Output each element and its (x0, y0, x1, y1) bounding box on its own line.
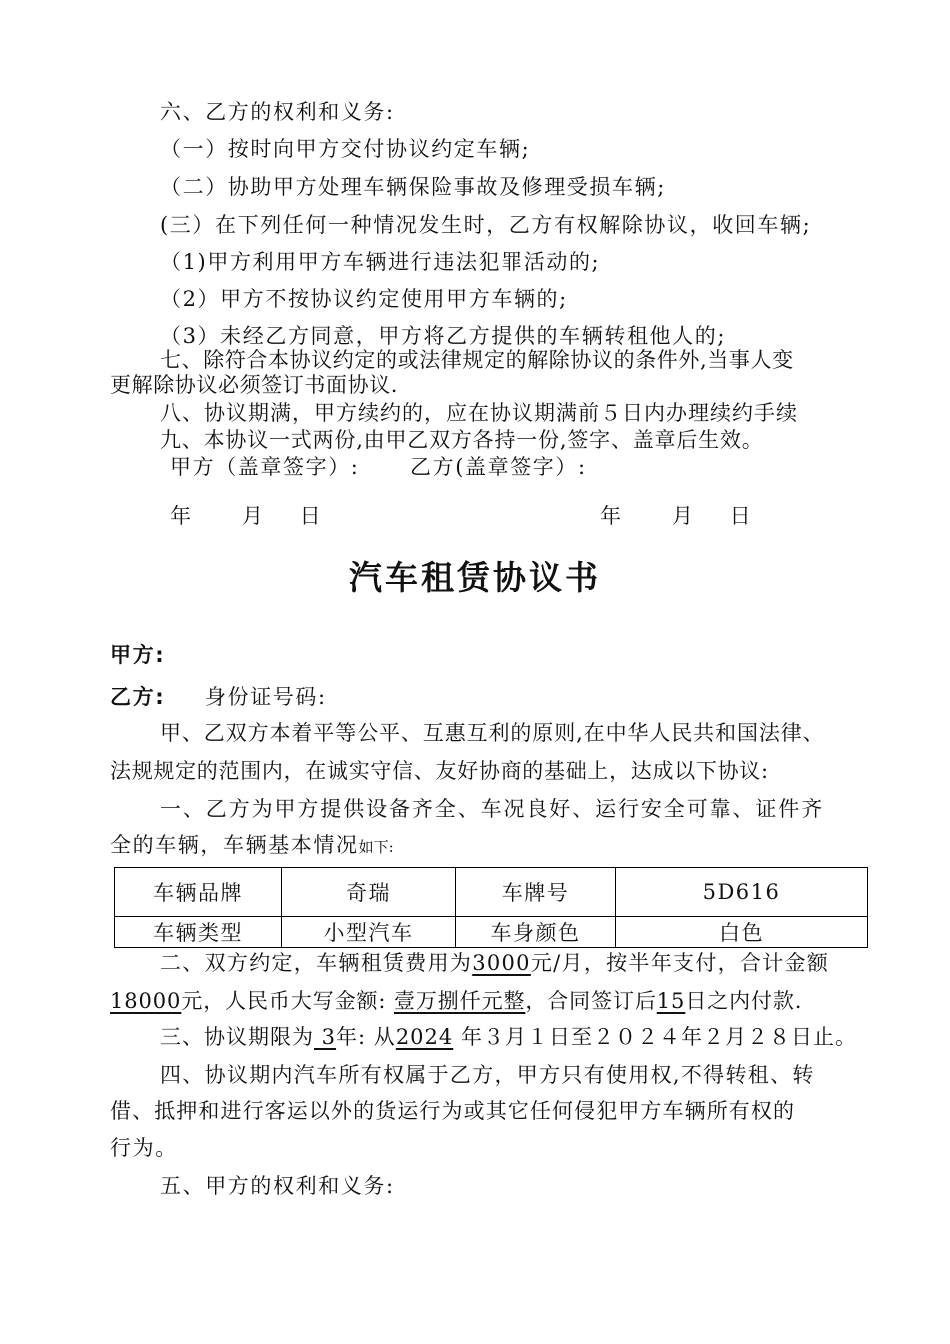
table-cell: 车辆品牌 (115, 868, 282, 917)
table-row (115, 917, 868, 948)
clause-4-line1: 四、协议期内汽车所有权属于乙方，甲方只有使用权,不得转租、转 (160, 1063, 815, 1087)
continued-item-6-3-1: （1)甲方利用甲方车辆进行违法犯罪活动的; (160, 250, 601, 274)
table-cell: 5D616 (616, 868, 868, 917)
clause-2-text: ，合同签订后 (525, 989, 657, 1013)
signature-date-a: 年 月 日 (170, 504, 324, 528)
total-amount-value: 18000 (110, 989, 182, 1013)
clause-2-line1 (160, 950, 829, 976)
party-b-id-label: 身份证号码: (205, 685, 327, 709)
clause-2-text: 日之内付款. (685, 989, 803, 1013)
monthly-fee-value: 3000 (472, 951, 531, 975)
continued-section-9: 九、本协议一式两份,由甲乙双方各持一份,签字、盖章后生效。 (160, 428, 764, 452)
clause-1-line1: 一、乙方为甲方提供设备齐全、车况良好、运行安全可靠、证件齐 (160, 797, 825, 821)
table-row (115, 868, 868, 917)
continued-section-7-line1: 七、除符合本协议约定的或法律规定的解除协议的条件外,当事人变 (160, 348, 794, 372)
clause-2-text: 元/月，按半年支付，合计金额 (530, 951, 830, 975)
vehicle-info-table (114, 867, 868, 948)
clause-3-text: 年: 从 (336, 1025, 396, 1049)
clause-5-heading: 五、甲方的权利和义务: (160, 1174, 395, 1198)
clause-2-line2 (110, 988, 802, 1014)
total-amount-words: 壹万捌仟元整 (393, 989, 526, 1013)
clause-4-line2: 借、抵押和进行客运以外的货运行为或其它任何侵犯甲方车辆所有权的 (110, 1099, 796, 1123)
table-cell: 车辆类型 (115, 917, 282, 948)
signature-party-b-label: 乙方(盖章签字）: (410, 455, 587, 479)
continued-item-6-3-2: （2）甲方不按协议约定使用甲方车辆的; (160, 287, 568, 311)
continued-item-6-2: （二）协助甲方处理车辆保险事故及修理受损车辆; (160, 175, 666, 199)
term-years-value: 3 (314, 1025, 337, 1049)
document-title: 汽车租赁协议书 (349, 558, 601, 597)
table-cell: 奇瑞 (282, 868, 456, 917)
signature-party-a-label: 甲方（盖章签字）: (170, 455, 360, 479)
continued-section-8: 八、协议期满，甲方续约的，应在协议期满前５日内办理续约手续 (160, 401, 798, 425)
clause-2-text: 二、双方约定，车辆租赁费用为 (160, 951, 473, 975)
clause-4-line3: 行为。 (110, 1136, 178, 1160)
preamble-line2: 法规规定的范围内，在诚实守信、友好协商的基础上，达成以下协议: (110, 759, 769, 783)
preamble-line1: 甲、乙双方本着平等公平、互惠互利的原则,在中华人民共和国法律、 (160, 721, 825, 745)
clause-1-text: 全的车辆，车辆基本情况 (110, 833, 359, 857)
continued-item-6-1: （一）按时向甲方交付协议约定车辆; (160, 137, 531, 161)
continued-section-6-heading: 六、乙方的权利和义务: (160, 100, 395, 124)
table-cell: 白色 (616, 917, 868, 948)
table-cell: 车身颜色 (456, 917, 616, 948)
clause-3-text: 三、协议期限为 (160, 1025, 314, 1049)
party-b-label: 乙方: (110, 685, 166, 709)
clause-2-text: 元，人民币大写金额: (181, 989, 394, 1013)
payment-days-value: 15 (656, 989, 686, 1013)
signature-date-b: 年 月 日 (600, 504, 754, 528)
clause-1-small-text: 如下: (358, 838, 394, 856)
continued-item-6-3: (三）在下列任何一种情况发生时，乙方有权解除协议，收回车辆; (160, 213, 812, 237)
continued-item-6-3-3: （3）未经乙方同意，甲方将乙方提供的车辆转租他人的; (160, 324, 727, 348)
table-cell: 小型汽车 (282, 917, 456, 948)
clause-3 (160, 1024, 857, 1050)
clause-3-text: 年３月１日至２０２４年２月２８日止。 (453, 1025, 857, 1049)
party-a-label: 甲方: (110, 643, 166, 667)
table-cell: 车牌号 (456, 868, 616, 917)
start-year-value: 2024 (395, 1025, 454, 1049)
clause-1-line2 (110, 832, 394, 860)
continued-section-7-line2: 更解除协议必须签订书面协议. (110, 373, 399, 397)
